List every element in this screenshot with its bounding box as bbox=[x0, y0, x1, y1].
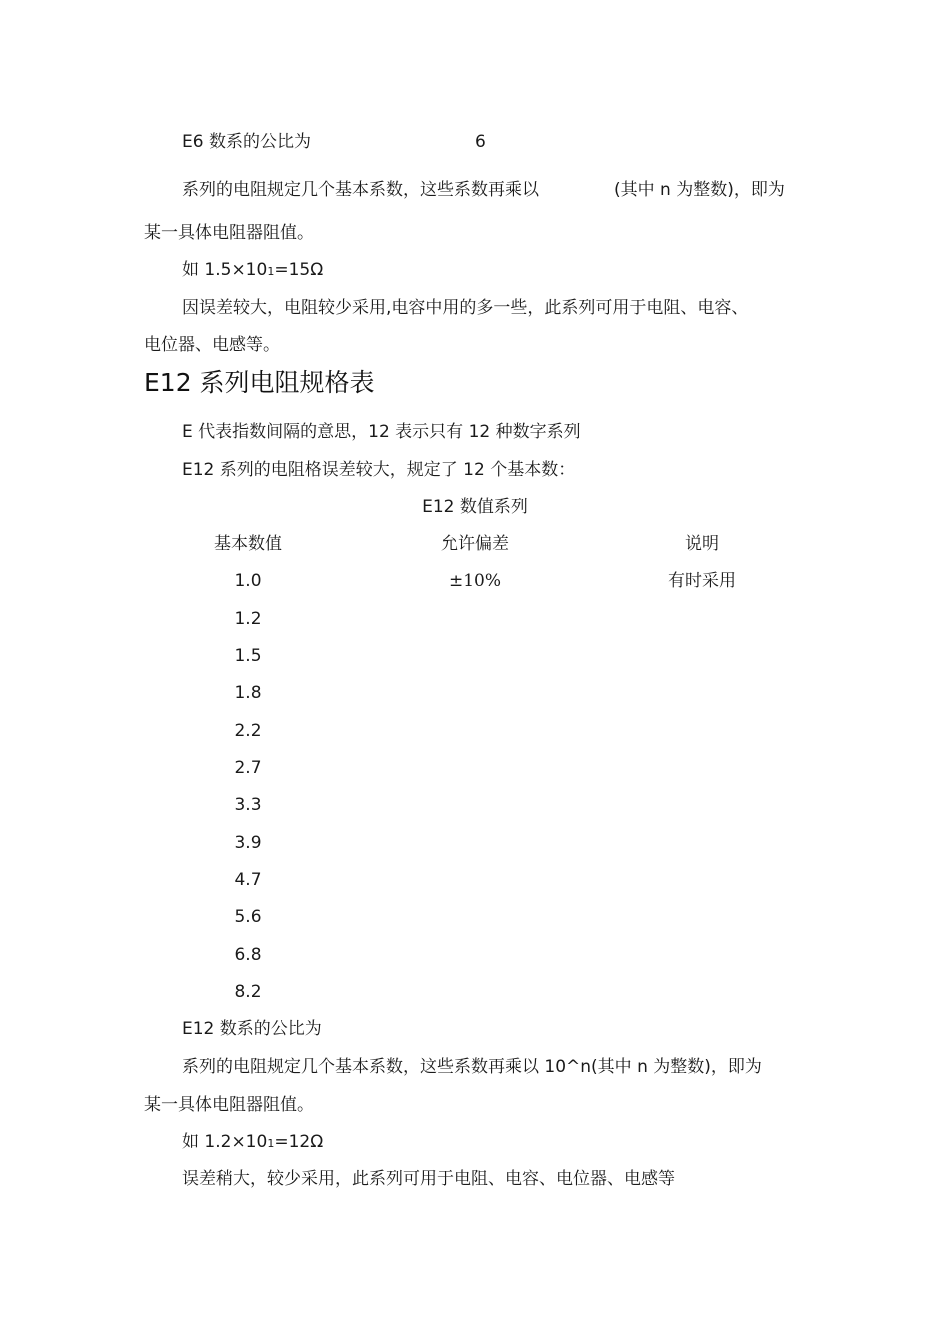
table-row-value: 2.7 bbox=[234, 758, 262, 778]
e6-example-exponent: 1 bbox=[267, 265, 275, 278]
e6-desc-line1-a: 系列的电阻规定几个基本系数，这些系数再乘以 bbox=[182, 180, 539, 200]
e6-note-line1: 因误差较大，电阻较少采用,电容中用的多一些，此系列可用于电阻、电容、 bbox=[182, 298, 749, 318]
table-row-value: 3.3 bbox=[234, 795, 262, 815]
e6-ratio-value: 6 bbox=[475, 132, 486, 152]
table-header-remark: 说明 bbox=[685, 534, 719, 554]
table-caption: E12 数值系列 bbox=[422, 497, 528, 517]
e12-intro2: E12 系列的电阻格误差较大，规定了 12 个基本数： bbox=[182, 460, 576, 480]
e12-example-suffix: =12Ω bbox=[274, 1132, 324, 1152]
table-row-value: 8.2 bbox=[234, 982, 262, 1002]
e12-ratio-label: E12 数系的公比为 bbox=[182, 1019, 322, 1039]
e12-intro1: E 代表指数间隔的意思，12 表示只有 12 种数字系列 bbox=[182, 422, 581, 442]
e12-heading: E12 系列电阻规格表 bbox=[144, 368, 375, 397]
e6-example-prefix: 如 1.5×10 bbox=[182, 260, 268, 280]
table-header-value: 基本数值 bbox=[214, 534, 282, 554]
table-header-tolerance: 允许偏差 bbox=[441, 534, 509, 554]
e6-ratio-label: E6 数系的公比为 bbox=[182, 132, 311, 152]
e12-desc-line1: 系列的电阻规定几个基本系数，这些系数再乘以 10^n(其中 n 为整数)，即为 bbox=[182, 1057, 762, 1077]
e12-desc-line2: 某一具体电阻器阻值。 bbox=[144, 1095, 314, 1115]
e12-note: 误差稍大，较少采用，此系列可用于电阻、电容、电位器、电感等 bbox=[182, 1169, 675, 1189]
table-row-value: 1.5 bbox=[234, 646, 262, 666]
table-row-value: 4.7 bbox=[234, 870, 262, 890]
table-row-value: 2.2 bbox=[234, 721, 262, 741]
table-row-tolerance: ±10% bbox=[448, 571, 502, 591]
e6-example-suffix: =15Ω bbox=[274, 260, 324, 280]
e6-desc-line1-b: (其中 n 为整数)，即为 bbox=[614, 180, 785, 200]
table-row-value: 5.6 bbox=[234, 907, 262, 927]
e12-example bbox=[182, 1130, 323, 1156]
e12-example-exponent: 1 bbox=[267, 1137, 275, 1150]
table-row-value: 3.9 bbox=[234, 833, 262, 853]
e6-example bbox=[182, 258, 323, 284]
table-row-remark: 有时采用 bbox=[668, 571, 736, 591]
table-row-value: 6.8 bbox=[234, 945, 262, 965]
table-row-value: 1.2 bbox=[234, 609, 262, 629]
e6-desc-line2: 某一具体电阻器阻值。 bbox=[144, 223, 314, 243]
e12-example-prefix: 如 1.2×10 bbox=[182, 1132, 268, 1152]
table-row-value: 1.0 bbox=[234, 571, 262, 591]
e6-note-line2: 电位器、电感等。 bbox=[144, 335, 280, 355]
table-row-value: 1.8 bbox=[234, 683, 262, 703]
